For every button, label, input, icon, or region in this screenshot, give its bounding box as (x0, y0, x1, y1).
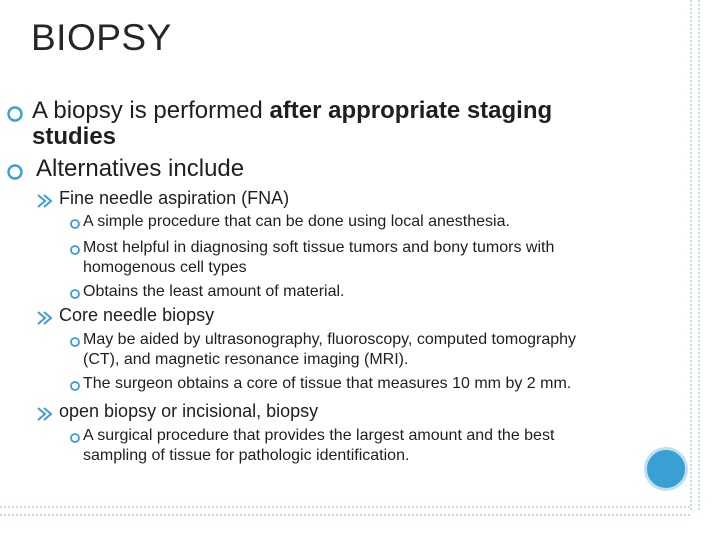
sub-bullet-label: Core needle biopsy (59, 305, 215, 325)
detail-item (83, 426, 554, 446)
small-ring-bullet-icon (69, 334, 81, 354)
chevron-bullet-icon (37, 309, 53, 330)
bullet-text-bold-continued: studies (32, 123, 117, 150)
chevron-bullet-icon (37, 405, 53, 426)
bullet-biopsy-performed (32, 97, 662, 125)
sub-bullet-core-needle (59, 305, 214, 326)
detail-text: The surgeon obtains a core of tissue that measures 10 mm by 2 mm. (83, 375, 572, 392)
detail-item (83, 282, 344, 302)
detail-item (83, 374, 571, 394)
ring-bullet-icon (6, 102, 24, 130)
bullet-text-bold: after appropriate staging (269, 97, 553, 124)
small-ring-bullet-icon (69, 216, 81, 236)
detail-text: Obtains the least amount of material. (83, 283, 345, 300)
small-ring-bullet-icon (69, 378, 81, 398)
sub-bullet-label: open biopsy or incisional, biopsy (59, 401, 319, 421)
detail-item (83, 238, 554, 258)
bullet-text: Alternatives include (36, 155, 245, 182)
small-ring-bullet-icon (69, 430, 81, 450)
small-ring-bullet-icon (69, 286, 81, 306)
sub-bullet-fna (59, 188, 289, 209)
sub-bullet-open-biopsy (59, 401, 318, 422)
detail-item (83, 330, 576, 350)
bullet-alternatives (36, 155, 244, 183)
detail-text: A surgical procedure that provides the largest amount and the best (83, 427, 555, 444)
decorative-circle (644, 447, 688, 491)
small-ring-bullet-icon (69, 242, 81, 262)
frame-horizontal-border (0, 506, 690, 516)
detail-item (83, 212, 510, 232)
detail-text: A simple procedure that can be done using local anesthesia. (83, 213, 510, 230)
ring-bullet-icon (6, 160, 24, 188)
detail-text: May be aided by ultrasonography, fluoroscopy, computed tomography (83, 331, 577, 348)
chevron-bullet-icon (37, 192, 53, 213)
sub-bullet-label: Fine needle aspiration (FNA) (59, 188, 290, 208)
bullet-text-plain: A biopsy is performed (32, 97, 270, 124)
detail-text-continued: homogenous cell types (83, 259, 247, 276)
detail-text-continued: (CT), and magnetic resonance imaging (MRI). (83, 351, 409, 368)
slide-title: BIOPSY (31, 17, 172, 58)
detail-text-continued: sampling of tissue for pathologic identification. (83, 447, 410, 464)
detail-text: Most helpful in diagnosing soft tissue tumors and bony tumors with (83, 239, 555, 256)
frame-vertical-border (690, 0, 700, 510)
